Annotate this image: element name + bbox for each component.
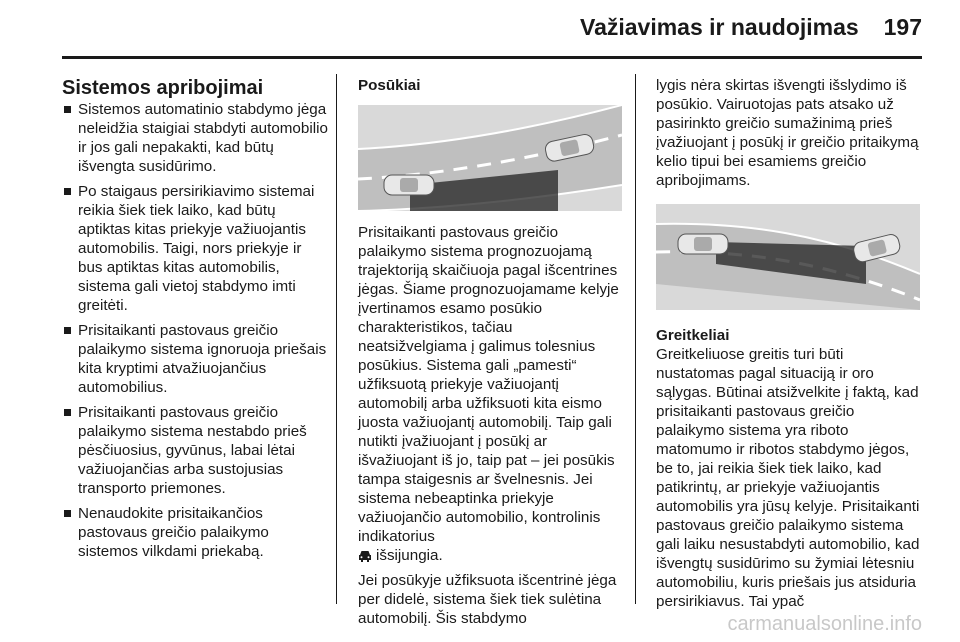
list-item: Nenaudokite prisitaikančios pastovaus greičio palaikymo sistemos vilkdami priekabą. xyxy=(62,504,330,561)
highway-illustration xyxy=(656,204,920,310)
section-title: Sistemos apribojimai xyxy=(62,77,264,99)
car-front-icon xyxy=(358,550,372,562)
curves-paragraph-2: Jei posūkyje užfiksuota išcentrinė jėga per didelė, sistema šiek tiek sulėtina automobilį. Šis stabdymo xyxy=(358,572,617,627)
column-divider-1 xyxy=(336,74,337,604)
right-paragraph-2: Greitkeliuose greitis turi būti nustatomas pagal situaciją ir oro sąlygas. Būtinai atsižvelkite į faktą, kad prisitaikanti pastovaus greičio palaikymo sistema yra riboto matomumo ir ribotos stabdymo jėgos, be to, jai reikia šiek tiek laiko, kad patikrintų, ar priekyje važiuojantis automobilis yra jūsų kelyje. Prisitaikanti pastovaus greičio palaikymo sistema gali laiku nesustabdyti automobilio, kad išvengtų susidūrimo su žymiai lėtesniu automobiliu, kuris priešais jus atsiduria persirikiavus. Tai ypač xyxy=(656,346,920,610)
page-number: 197 xyxy=(883,14,922,40)
list-item: Sistemos automatinio stabdymo jėga neleidžia staigiai stabdyti automobilio ir jos gali nepakakti, kad būtų išvengta susidūrimo. xyxy=(62,100,330,176)
header-rule xyxy=(62,56,922,59)
column-divider-2 xyxy=(635,74,636,604)
right-column xyxy=(656,76,924,611)
left-column xyxy=(62,76,330,567)
right-paragraph-1: lygis nėra skirtas išvengti išslydimo iš posūkio. Vairuotojas pats atsako už pasirinkto greičio sumažinimą prieš įvažiuojant į posūkį ir greičio pritaikymą kelio tipui bei esamiems greičio apribojimams. xyxy=(656,77,919,189)
list-item: Prisitaikanti pastovaus greičio palaikymo sistema nestabdo prieš pėsčiuosius, gyvūnus, labai lėtai važiuojančias arba sustojusias transporto priemones. xyxy=(62,403,330,498)
curve-illustration xyxy=(358,105,622,211)
list-item: Prisitaikanti pastovaus greičio palaikymo sistema ignoruoja priešais kita kryptimi atvažiuojančius automobilius. xyxy=(62,321,330,397)
curves-paragraph-1: Prisitaikanti pastovaus greičio palaikymo sistema prognozuojamą trajektoriją skaičiuoja pagal išcentrines jėgas. Šiame prognozuojamame kelyje įvertinamos esamo posūkio charakteristikos, tačiau neatsižvelgiama į galimus tolesnius posūkius. Sistema gali „pamesti“ užfiksuotą priekyje važiuojantį automobilį arba užfiksuoti kita eismo juosta važiuojantį automobilį. Taip gali nutikti įvažiuojant į posūkį ar išvažiuojant iš jo, taip pat – jei posūkis tampa staigesnis ar švelnesnis. Jei sistema nebeaptinka priekyje važiuojančio automobilio, kontrolinis indikatorius išsijungia. xyxy=(358,224,619,564)
highways-subhead: Greitkeliai xyxy=(656,327,730,344)
limitations-list xyxy=(62,100,330,561)
middle-column xyxy=(358,76,623,628)
list-item: Po staigaus persirikiavimo sistemai reikia šiek tiek laiko, kad būtų aptiktas kitas priekyje važiuojantis automobilis. Taigi, nors priekyje ir bus aptiktas kitas automobilis, sistema gali vietoj stabdymo imti greitėti. xyxy=(62,182,330,315)
footer-watermark[interactable]: carmanualsonline.info xyxy=(727,613,922,635)
page-header-title: Važiavimas ir naudojimas xyxy=(580,14,859,40)
curves-subhead: Posūkiai xyxy=(358,77,421,94)
